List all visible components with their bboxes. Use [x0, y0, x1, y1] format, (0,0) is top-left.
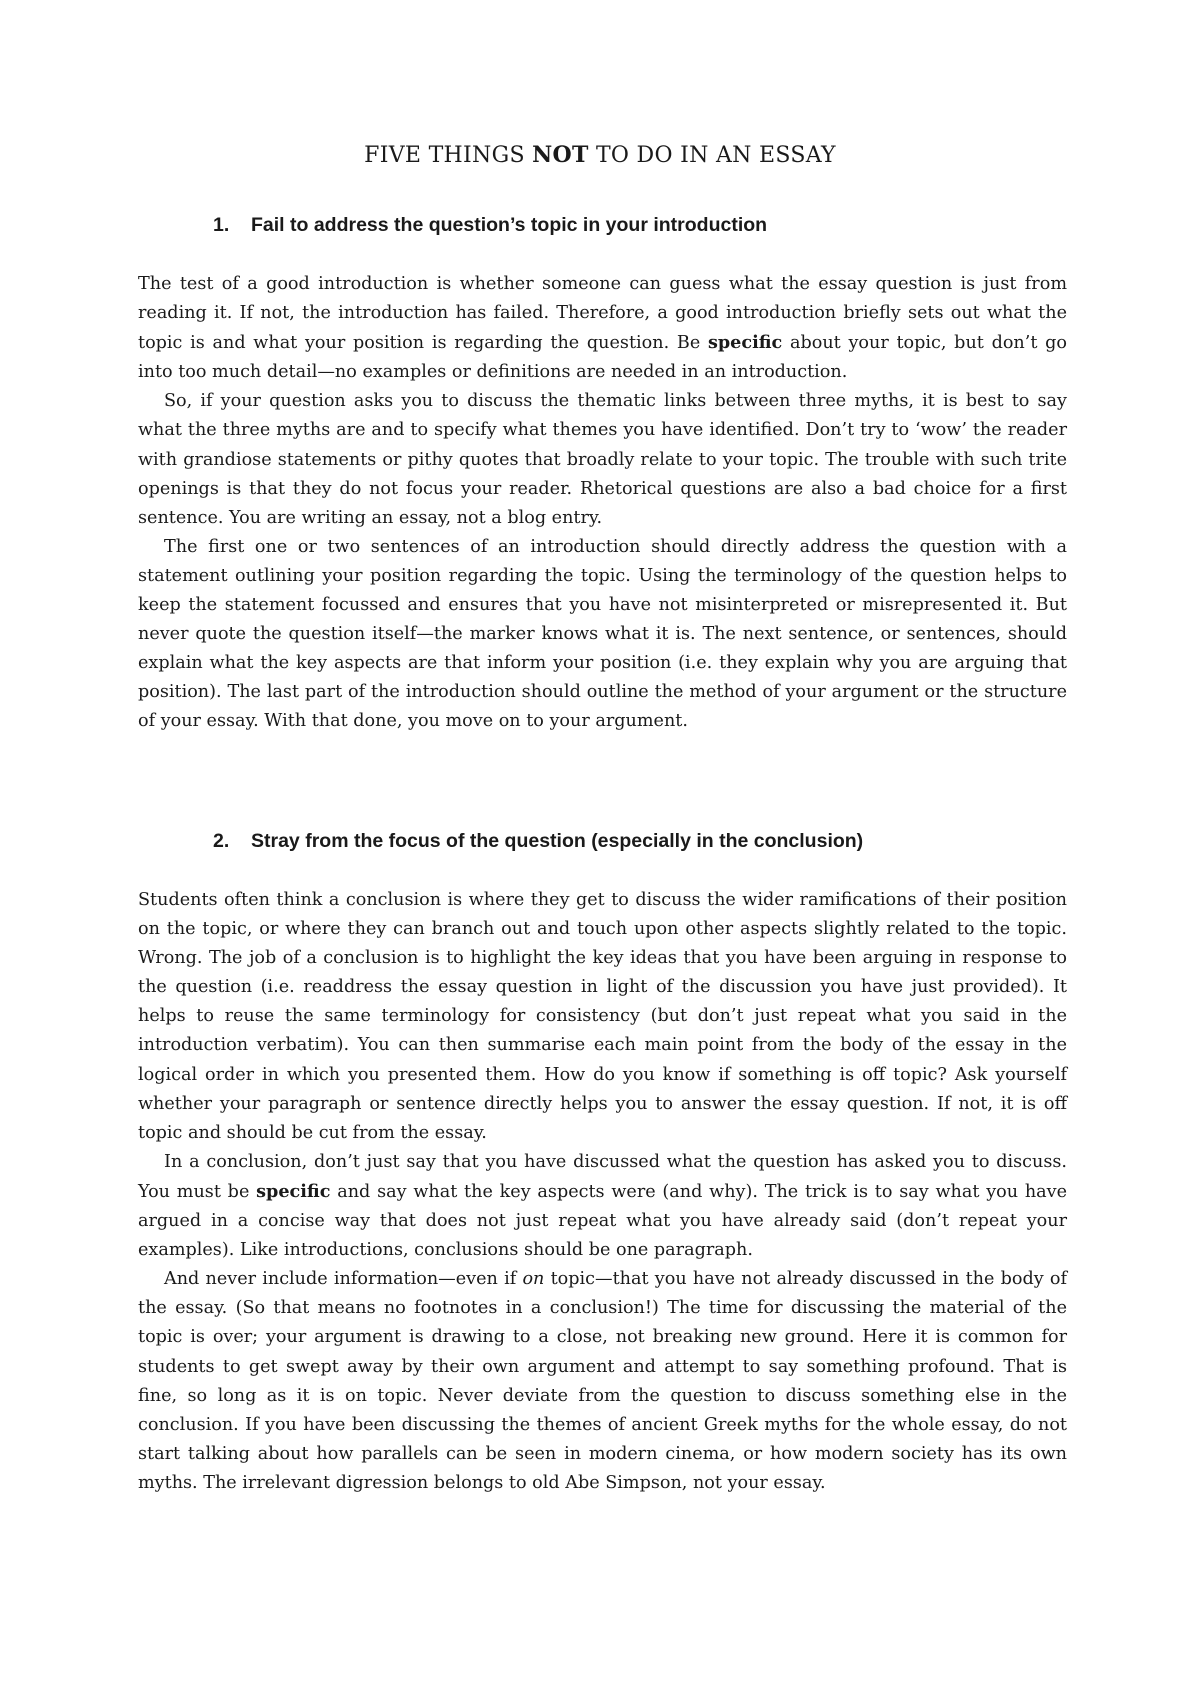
paragraph-text: topic—that you have not already discussed in the body of the essay. (So that means no footnotes in a conclusion!) The time for discussing the material of the topic is over; your argument is drawing to a close, not breaking new ground. Here it is common for students to get swept away by their own argument and attempt to say something profound. That is fine, so long as it is on topic. Never deviate from the question to discuss something else in the conclusion. If you have been discussing the themes of ancient Greek myths for the whole essay, do not start talking about how parallels can be seen in modern cinema, or how modern society has its own myths. The irrelevant digression belongs to old Abe Simpson, not your essay.: [138, 1269, 1067, 1493]
title-suffix: TO DO IN AN ESSAY: [588, 143, 836, 168]
section-heading-text: Stray from the focus of the question (especially in the conclusion): [251, 830, 864, 852]
emphasis-text: specific: [256, 1180, 331, 1202]
section-number: 2.: [213, 830, 230, 852]
paragraph: So, if your question asks you to discuss the thematic links between three myths, it is best to say what the three myths are and to specify what themes you have identified. Don’t try to ‘wow’ the reader with grandiose statements or pithy quotes that broadly relate to your topic. The trouble with such trite openings is that they do not focus your reader. Rhetorical questions are also a bad choice for a first sentence. You are writing an essay, not a blog entry.: [138, 391, 1067, 528]
section-body-1: [138, 270, 1067, 737]
paragraph: Students often think a conclusion is where they get to discuss the wider ramifications of their position on the topic, or where they can branch out and touch upon other aspects slightly related to the topic. Wrong. The job of a conclusion is to highlight the key ideas that you have been arguing in response to the question (i.e. readdress the essay question in light of the discussion you have just provided). It helps to reuse the same terminology for consistency (but don’t just repeat what you said in the introduction verbatim). You can then summarise each main point from the body of the essay in the logical order in which you presented them. How do you know if something is off topic? Ask yourself whether your paragraph or sentence directly helps you to answer the essay question. If not, it is off topic and should be cut from the essay.: [138, 890, 1067, 1143]
paragraph-text: In a conclusion, don’t just say that you have discussed what the question has asked you to discuss. You must be: [138, 1151, 1067, 1202]
section-heading-1: [213, 214, 1113, 237]
paragraph-text: about your topic, but don’t go into too much detail—no examples or definitions are needed in an introduction.: [138, 333, 1067, 383]
paragraph: [138, 1148, 1067, 1265]
paragraph: [138, 1265, 1067, 1498]
emphasis-text: on: [522, 1269, 545, 1290]
paragraph: The first one or two sentences of an introduction should directly address the question with a statement outlining your position regarding the topic. Using the terminology of the question helps to keep the statement focussed and ensures that you have not misinterpreted or misrepresented it. But never quote the question itself—the marker knows what it is. The next sentence, or sentences, should explain what the key aspects are that inform your position (i.e. they explain why you are arguing that position). The last part of the introduction should outline the method of your argument or the structure of your essay. With that done, you move on to your argument.: [138, 536, 1067, 732]
emphasis-text: specific: [707, 332, 783, 354]
section-body-2: [138, 886, 1067, 1498]
document-title: [0, 142, 1200, 169]
section-heading-2: [213, 830, 1113, 853]
title-prefix: FIVE THINGS: [364, 143, 533, 168]
title-emphasis: NOT: [532, 142, 589, 168]
paragraph-text: The test of a good introduction is whether someone can guess what the essay question is just from reading it. If not, the introduction has failed. Therefore, a good introduction briefly sets out what the topic is and what your position is regarding the question. Be: [138, 274, 1067, 354]
paragraph-text: and say what the key aspects were (and why). The trick is to say what you have argued in a concise way that does not just repeat what you have already said (don’t repeat your examples). Like introductions, conclusions should be one paragraph.: [138, 1181, 1068, 1261]
paragraph-text: And never include information—even if: [164, 1269, 523, 1290]
section-heading-text: Fail to address the question’s topic in your introduction: [251, 214, 768, 236]
paragraph: [138, 270, 1067, 387]
section-number: 1.: [213, 214, 230, 236]
